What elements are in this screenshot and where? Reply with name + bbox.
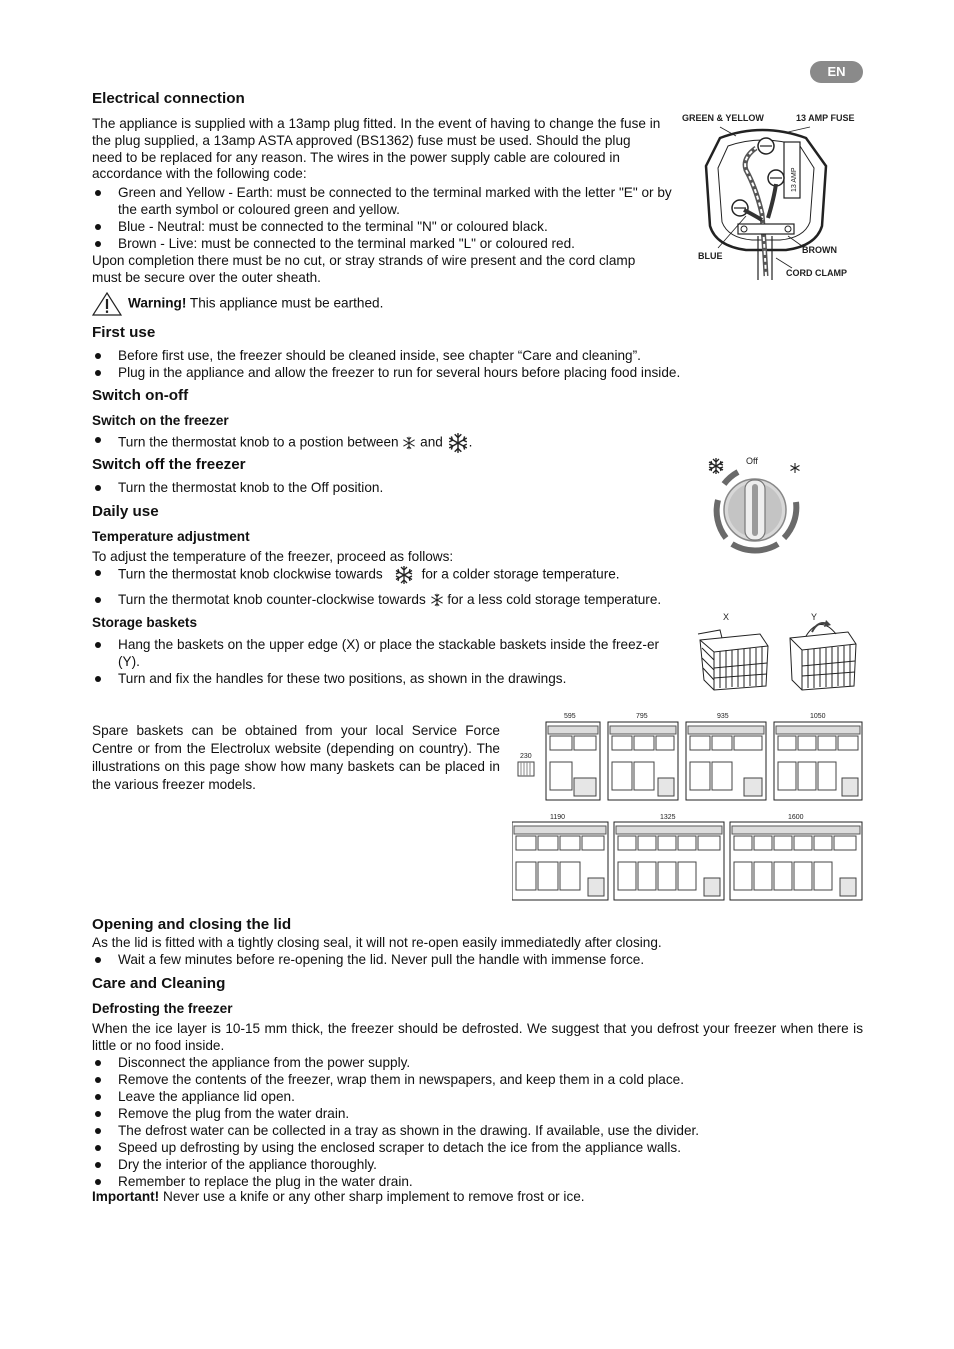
freezer-935 [686,713,766,800]
plug-diagram [676,108,866,288]
snowflake-icon [447,432,469,454]
list-item: Wait a few minutes before re-opening the lid. Never pull the handle with immense force. [92,952,862,969]
snowflake-icon [402,436,416,450]
label-fuse: 13 AMP FUSE [796,113,855,123]
list-item: Remember to replace the plug in the water drain. [92,1174,863,1191]
model-label: 935 [717,713,729,720]
warning-line [92,292,512,316]
spare-baskets-text: Spare baskets can be obtained from your local Service Force Centre or from the Electrolux website (depending on country). The illustrations on this page show how many baskets can be placed in the various freezer models. [92,723,500,792]
thermostat-knob [700,452,810,556]
temp-bullets [92,565,792,609]
label-brown: BROWN [802,245,837,255]
list-item: The defrost water can be collected in a tray as shown in the drawing. If available, use the divider. [92,1123,863,1140]
basket-label-y: Y [811,612,818,622]
electrical-bullets [92,185,682,253]
electrical-intro: The appliance is supplied with a 13amp plug fitted. In the event of having to change the fuse in the plug supplied, a 13amp ASTA approved (BS1362) fuse must be used. Should the plug need to be replaced for any reason. The wires in the power supply cable are coloured in accordance with the following code: [92,116,661,182]
list-item: Brown - Live: must be connected to the terminal marked "L" or coloured red. [92,236,682,253]
defrost-intro: When the ice layer is 10-15 mm thick, the freezer should be defrosted. We suggest that you defrost your freezer when there is little or no food inside. [92,1021,863,1053]
basket-230 [518,753,534,776]
care-heading: Care and Cleaning [92,975,226,992]
list-item: Before first use, the freezer should be cleaned inside, see chapter “Care and cleaning”. [92,348,792,365]
list-item: Disconnect the appliance from the power supply. [92,1055,863,1072]
switch-on-text: Turn the thermostat knob to a postion between [118,434,399,450]
temp-subheading: Temperature adjustment [92,529,250,544]
lid-bullets [92,952,862,969]
important-label: Important! [92,1189,160,1204]
model-label: 1050 [810,713,826,720]
label-green-yellow: GREEN & YELLOW [682,113,764,123]
warning-triangle-icon [92,292,122,316]
list-item: Turn the thermostat knob to the Off position. [92,480,652,497]
list-item [92,592,792,609]
daily-heading: Daily use [92,503,159,520]
switch-off-heading: Switch off the freezer [92,456,246,473]
list-item: Turn and fix the handles for these two positions, as shown in the drawings. [92,671,684,688]
list-item: Remove the contents of the freezer, wrap them in newspapers, and keep them in a cold place. [92,1072,863,1089]
model-label: 230 [520,753,532,760]
defrost-bullets [92,1055,863,1191]
list-item: Remove the plug from the water drain. [92,1106,863,1123]
freezer-1190 [512,814,608,900]
first-use-bullets [92,348,792,382]
colder-text-b: for a colder storage temperature. [421,566,620,582]
freezer-1325 [614,814,724,900]
switch-on-bullets [92,432,652,454]
first-use-heading: First use [92,324,156,341]
warning-label: Warning! [128,295,187,311]
list-item: Green and Yellow - Earth: must be connected to the terminal marked with the letter "E" or by the earth symbol or coloured green and yellow. [92,185,682,219]
model-label: 1190 [550,814,566,821]
list-item: Blue - Neutral: must be connected to the terminal "N" or coloured black. [92,219,682,236]
important-note [92,1189,863,1206]
lid-text: As the lid is fitted with a tightly closing seal, it will not re-open easily immediatedly after closing. [92,935,662,950]
electrical-after: Upon completion there must be no cut, or stray strands of wire present and the cord clamp must be secure over the outer sheath. [92,253,636,285]
basket-label-x: X [723,612,730,622]
language-badge: EN [810,61,863,83]
colder-text-a: Turn the thermostat knob clockwise towards [118,566,383,582]
list-item [92,432,652,454]
lesscold-text-a: Turn the thermotat knob counter-clockwise towards [118,592,426,607]
basket-bullets [92,637,684,688]
snowflake-icon [394,565,414,585]
model-label: 1325 [660,814,676,821]
freezer-795 [608,713,678,800]
list-item: Leave the appliance lid open. [92,1089,863,1106]
switch-off-bullets [92,480,652,497]
snowflake-icon [430,593,444,607]
model-label: 595 [564,713,576,720]
basket-diagram [690,608,865,696]
lid-heading: Opening and closing the lid [92,916,292,933]
lesscold-text-b: for a less cold storage temperature. [447,592,662,607]
knob-off-label: Off [746,456,758,466]
freezer-layouts [512,710,868,904]
label-cord-clamp: CORD CLAMP [786,268,847,278]
freezer-1600 [730,814,862,900]
list-item: Speed up defrosting by using the enclosed scraper to detach the ice from the appliance walls. [92,1140,863,1157]
warning-text: This appliance must be earthed. [186,295,384,311]
label-blue: BLUE [698,251,723,261]
freezer-1050 [774,713,862,800]
defrost-subheading: Defrosting the freezer [92,1001,233,1016]
temp-intro: To adjust the temperature of the freezer, proceed as follows: [92,549,454,564]
fuse-body-label: 13 AMP [791,167,798,192]
list-item: Hang the baskets on the upper edge (X) or place the stackable baskets inside the freez-er (Y). [92,637,684,671]
important-text: Never use a knife or any other sharp implement to remove frost or ice. [159,1189,585,1204]
model-label: 1600 [788,814,804,821]
freezer-595 [546,713,600,800]
switch-on-end: . [468,434,473,450]
list-item [92,565,792,585]
model-label: 795 [636,713,648,720]
electrical-heading: Electrical connection [92,90,245,107]
list-item: Dry the interior of the appliance thoroughly. [92,1157,863,1174]
baskets-subheading: Storage baskets [92,615,198,630]
switch-on-and: and [420,434,443,450]
switch-on-subheading: Switch on the freezer [92,413,229,428]
switch-heading: Switch on-off [92,387,189,404]
list-item: Plug in the appliance and allow the freezer to run for several hours before placing food inside. [92,365,792,382]
